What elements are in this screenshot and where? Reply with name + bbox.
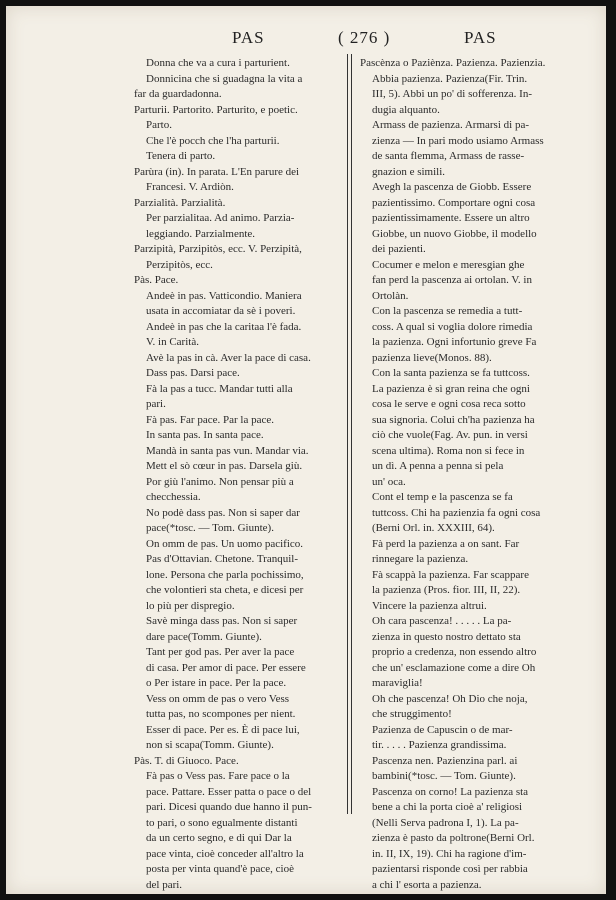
text-line: Donnicina che si guadagna la vita a — [146, 72, 303, 85]
text-line: Oh che pascenza! Oh Dio che noja, — [372, 692, 528, 705]
text-line: dei pazienti. — [372, 243, 426, 255]
text-line: Parzipità, Parzipitòs, ecc. V. Perzipità, — [134, 243, 302, 255]
text-line: posta per vinta quand'è pace, cioè — [146, 863, 294, 875]
text-line: Tenera di parto. — [146, 150, 216, 162]
text-line: Vincere la pazienza altrui. — [372, 599, 487, 612]
text-line: Armass de pazienza. Armarsi di pa- — [372, 119, 529, 131]
header-right-headword: PAS — [464, 28, 497, 47]
text-line: che struggimento! — [372, 708, 452, 720]
text-line: pace. Pattare. Esser patta o pace o del — [146, 785, 312, 798]
text-line: Per parzialitaa. Ad animo. Parzia- — [146, 212, 295, 224]
text-line: un dì. A penna a penna si pela — [372, 460, 504, 472]
text-line: V. in Carità. — [146, 336, 199, 348]
text-line: in. II, IX, 19). Chi ha ragione d'im- — [372, 847, 527, 860]
text-line: pazientissimamente. Essere un altro — [372, 212, 530, 224]
text-line: Vess on omm de pas o vero Vess — [146, 692, 290, 705]
text-line: Por giù l'animo. Non pensar più a — [146, 475, 294, 488]
header-left-headword: PAS — [232, 28, 265, 47]
text-line: III, 5). Abbi un po' di sofferenza. In- — [372, 88, 533, 100]
page-number: ( 276 ) — [338, 28, 391, 47]
text-line: rinnegare la pazienza. — [372, 553, 469, 565]
text-line: Pascènza o Paziènza. Pazienza. Pazienzia. — [360, 57, 546, 69]
text-line: lo più per dispregio. — [146, 599, 235, 612]
column-divider — [351, 54, 352, 814]
text-line: da un certo segno, e di qui Dar la — [146, 832, 292, 844]
text-line: In santa pas. In santa pace. — [146, 429, 264, 441]
text-line: tuttcoss. Chi ha pazienzia fa ogni cosa — [372, 506, 541, 519]
text-line: Savè minga dass pas. Non si saper — [146, 615, 298, 627]
text-line: No podè dass pas. Non si saper dar — [146, 506, 300, 519]
text-line: Parto. — [146, 119, 172, 131]
text-line: Pas d'Ottavian. Chetone. Tranquil- — [146, 553, 299, 565]
text-line: cosa le serve e ogni cosa reca sotto — [372, 398, 526, 410]
text-line: (Berni Orl. in. XXXIII, 64). — [372, 522, 495, 534]
text-line: Pàs. T. di Giuoco. Pace. — [134, 754, 239, 767]
text-line: Parùra (in). In parata. L'En parure dei — [134, 165, 300, 178]
text-line: dugia alquanto. — [372, 103, 440, 116]
text-line: sua signoria. Colui ch'ha pazienza ha — [372, 413, 535, 426]
text-line: Andeè in pas. Vatticondio. Maniera — [146, 289, 302, 302]
text-line: Parzialità. Parzialità. — [134, 196, 226, 209]
text-line: to pari, o sono egualmente distanti — [146, 816, 298, 829]
text-line: lone. Persona che parla pochissimo, — [146, 568, 304, 581]
text-line: proprio a credenza, non essendo altro — [372, 646, 537, 658]
text-line: usata in accomiatar da sè i poveri. — [146, 305, 296, 317]
text-line: Con la pascenza se remedia a tutt- — [372, 305, 523, 317]
text-line: Che l'è pocch che l'ha parturii. — [146, 134, 280, 147]
text-line: zienza in questo nostro dettato sta — [372, 630, 521, 643]
text-line: che volontieri sta cheta, e dicesi per — [146, 584, 304, 596]
text-line: Pàs. Pace. — [134, 274, 179, 286]
text-line: di casa. Per amor di pace. Per essere — [146, 661, 306, 674]
text-line: de santa flemma, Armass de rasse- — [372, 150, 525, 162]
text-line: pazientissimo. Comportare ogni cosa — [372, 196, 536, 209]
text-line: (Nelli Serva padrona I, 1). La pa- — [372, 816, 519, 829]
text-line: tutta pas, no scompones per nient. — [146, 708, 296, 720]
text-line: Perzipitòs, ecc. — [146, 258, 213, 271]
book-page — [6, 6, 606, 894]
page-header — [6, 28, 606, 50]
column-divider — [347, 54, 348, 814]
text-line: pace vinta, cioè conceder all'altro la — [146, 847, 304, 860]
text-line: checchessia. — [146, 491, 201, 503]
text-line: maraviglia! — [372, 677, 423, 689]
text-line: Giobbe, un nuovo Giobbe, il modello — [372, 227, 537, 240]
text-line: Dass pas. Darsi pace. — [146, 367, 240, 379]
text-line: Cocumer e melon e meresgian ghe — [372, 258, 525, 271]
text-line: far da guardadonna. — [134, 88, 222, 100]
text-line: Cont el temp e la pascenza se fa — [372, 491, 513, 503]
text-line: non si scapa(Tomm. Giunte). — [146, 739, 274, 751]
text-line: Pascenza nen. Pazienzina parl. ai — [372, 754, 518, 767]
text-line: Francesi. V. Ardiòn. — [146, 181, 234, 193]
left-column — [134, 56, 342, 893]
text-line: pace(*tosc. — Tom. Giunte). — [146, 522, 274, 534]
text-line: Tant per god pas. Per aver la pace — [146, 646, 295, 658]
text-line: Esser di pace. Per es. È di pace lui, — [146, 723, 300, 736]
text-line: Oh cara pascenza! . . . . . La pa- — [372, 615, 512, 627]
text-line: La pazienza è sì gran reina che ogni — [372, 382, 530, 395]
text-line: del pari. — [146, 878, 183, 891]
text-line: Avegh la pascenza de Giobb. Essere — [372, 181, 532, 193]
text-line: zienza — In pari modo usiamo Armass — [372, 134, 544, 147]
text-line: fan perd la pascenza ai ortolan. V. in — [372, 274, 532, 286]
text-line: un' oca. — [372, 475, 406, 488]
text-line: gnazion e simili. — [372, 165, 446, 178]
text-line: leggiando. Parzialmente. — [146, 227, 256, 240]
text-line: Andeè in pas che la caritaa l'è fada. — [146, 320, 302, 333]
text-line: tir. . . . . Pazienza grandissima. — [372, 739, 507, 751]
text-line: Avè la pas in cà. Aver la pace di casa. — [146, 351, 311, 364]
text-line: Abbia pazienza. Pazienza(Fir. Trin. — [372, 72, 528, 85]
text-line: Fà perd la pazienza a on sant. Far — [372, 537, 520, 550]
text-line: scena ultima). Roma non si fece in — [372, 444, 525, 457]
text-line: o Per istare in pace. Per la pace. — [146, 677, 287, 689]
text-line: Pazienza de Capuscin o de mar- — [372, 723, 513, 736]
text-line: la pazienza (Pros. fior. III, II, 22). — [372, 584, 521, 596]
text-line: pari. Dicesi quando due hanno il pun- — [146, 801, 312, 813]
text-line: Ortolàn. — [372, 289, 409, 302]
text-line: pazientarsi risponde così per rabbia — [372, 863, 528, 875]
text-line: pari. — [146, 398, 166, 410]
text-line: Fà pas. Far pace. Par la pace. — [146, 413, 274, 426]
text-line: ciò che vuole(Fag. Av. pun. in versi — [372, 429, 528, 441]
text-line: Fà la pas a tucc. Mandar tutti alla — [146, 382, 293, 395]
text-line: Mett el sò cœur in pas. Darsela giù. — [146, 460, 303, 472]
text-line: bambini(*tosc. — Tom. Giunte). — [372, 770, 516, 782]
text-line: Parturii. Partorito. Parturito, e poetic. — [134, 103, 298, 116]
text-line: la pazienza. Ogni infortunio greve Fa — [372, 336, 537, 348]
text-line: Mandà in santa pas vun. Mandar via. — [146, 444, 309, 457]
text-line: a chi l' esorta a pazienza. — [372, 878, 482, 891]
text-line: coss. A qual si voglia dolore rimedia — [372, 320, 533, 333]
text-line: zienza è pasto da poltrone(Berni Orl. — [372, 832, 535, 844]
text-line: bene a chi la porta cioè a' religiosi — [372, 801, 523, 813]
text-line: pazienza lieve(Monos. 88). — [372, 351, 492, 364]
text-line: Con la santa pazienza se fa tuttcoss. — [372, 367, 530, 379]
text-line: On omm de pas. Un uomo pacifico. — [146, 537, 304, 550]
text-line: Fà pas o Vess pas. Fare pace o la — [146, 770, 290, 782]
text-line: Donna che va a cura i parturient. — [146, 57, 290, 69]
text-line: Pascenza on corno! La pazienza sta — [372, 785, 529, 798]
text-line: che un' esclamazione come a dire Oh — [372, 661, 536, 674]
text-line: Fà scappà la pazienza. Far scappare — [372, 568, 529, 581]
text-line: dare pace(Tomm. Giunte). — [146, 630, 262, 643]
right-column — [360, 56, 568, 893]
